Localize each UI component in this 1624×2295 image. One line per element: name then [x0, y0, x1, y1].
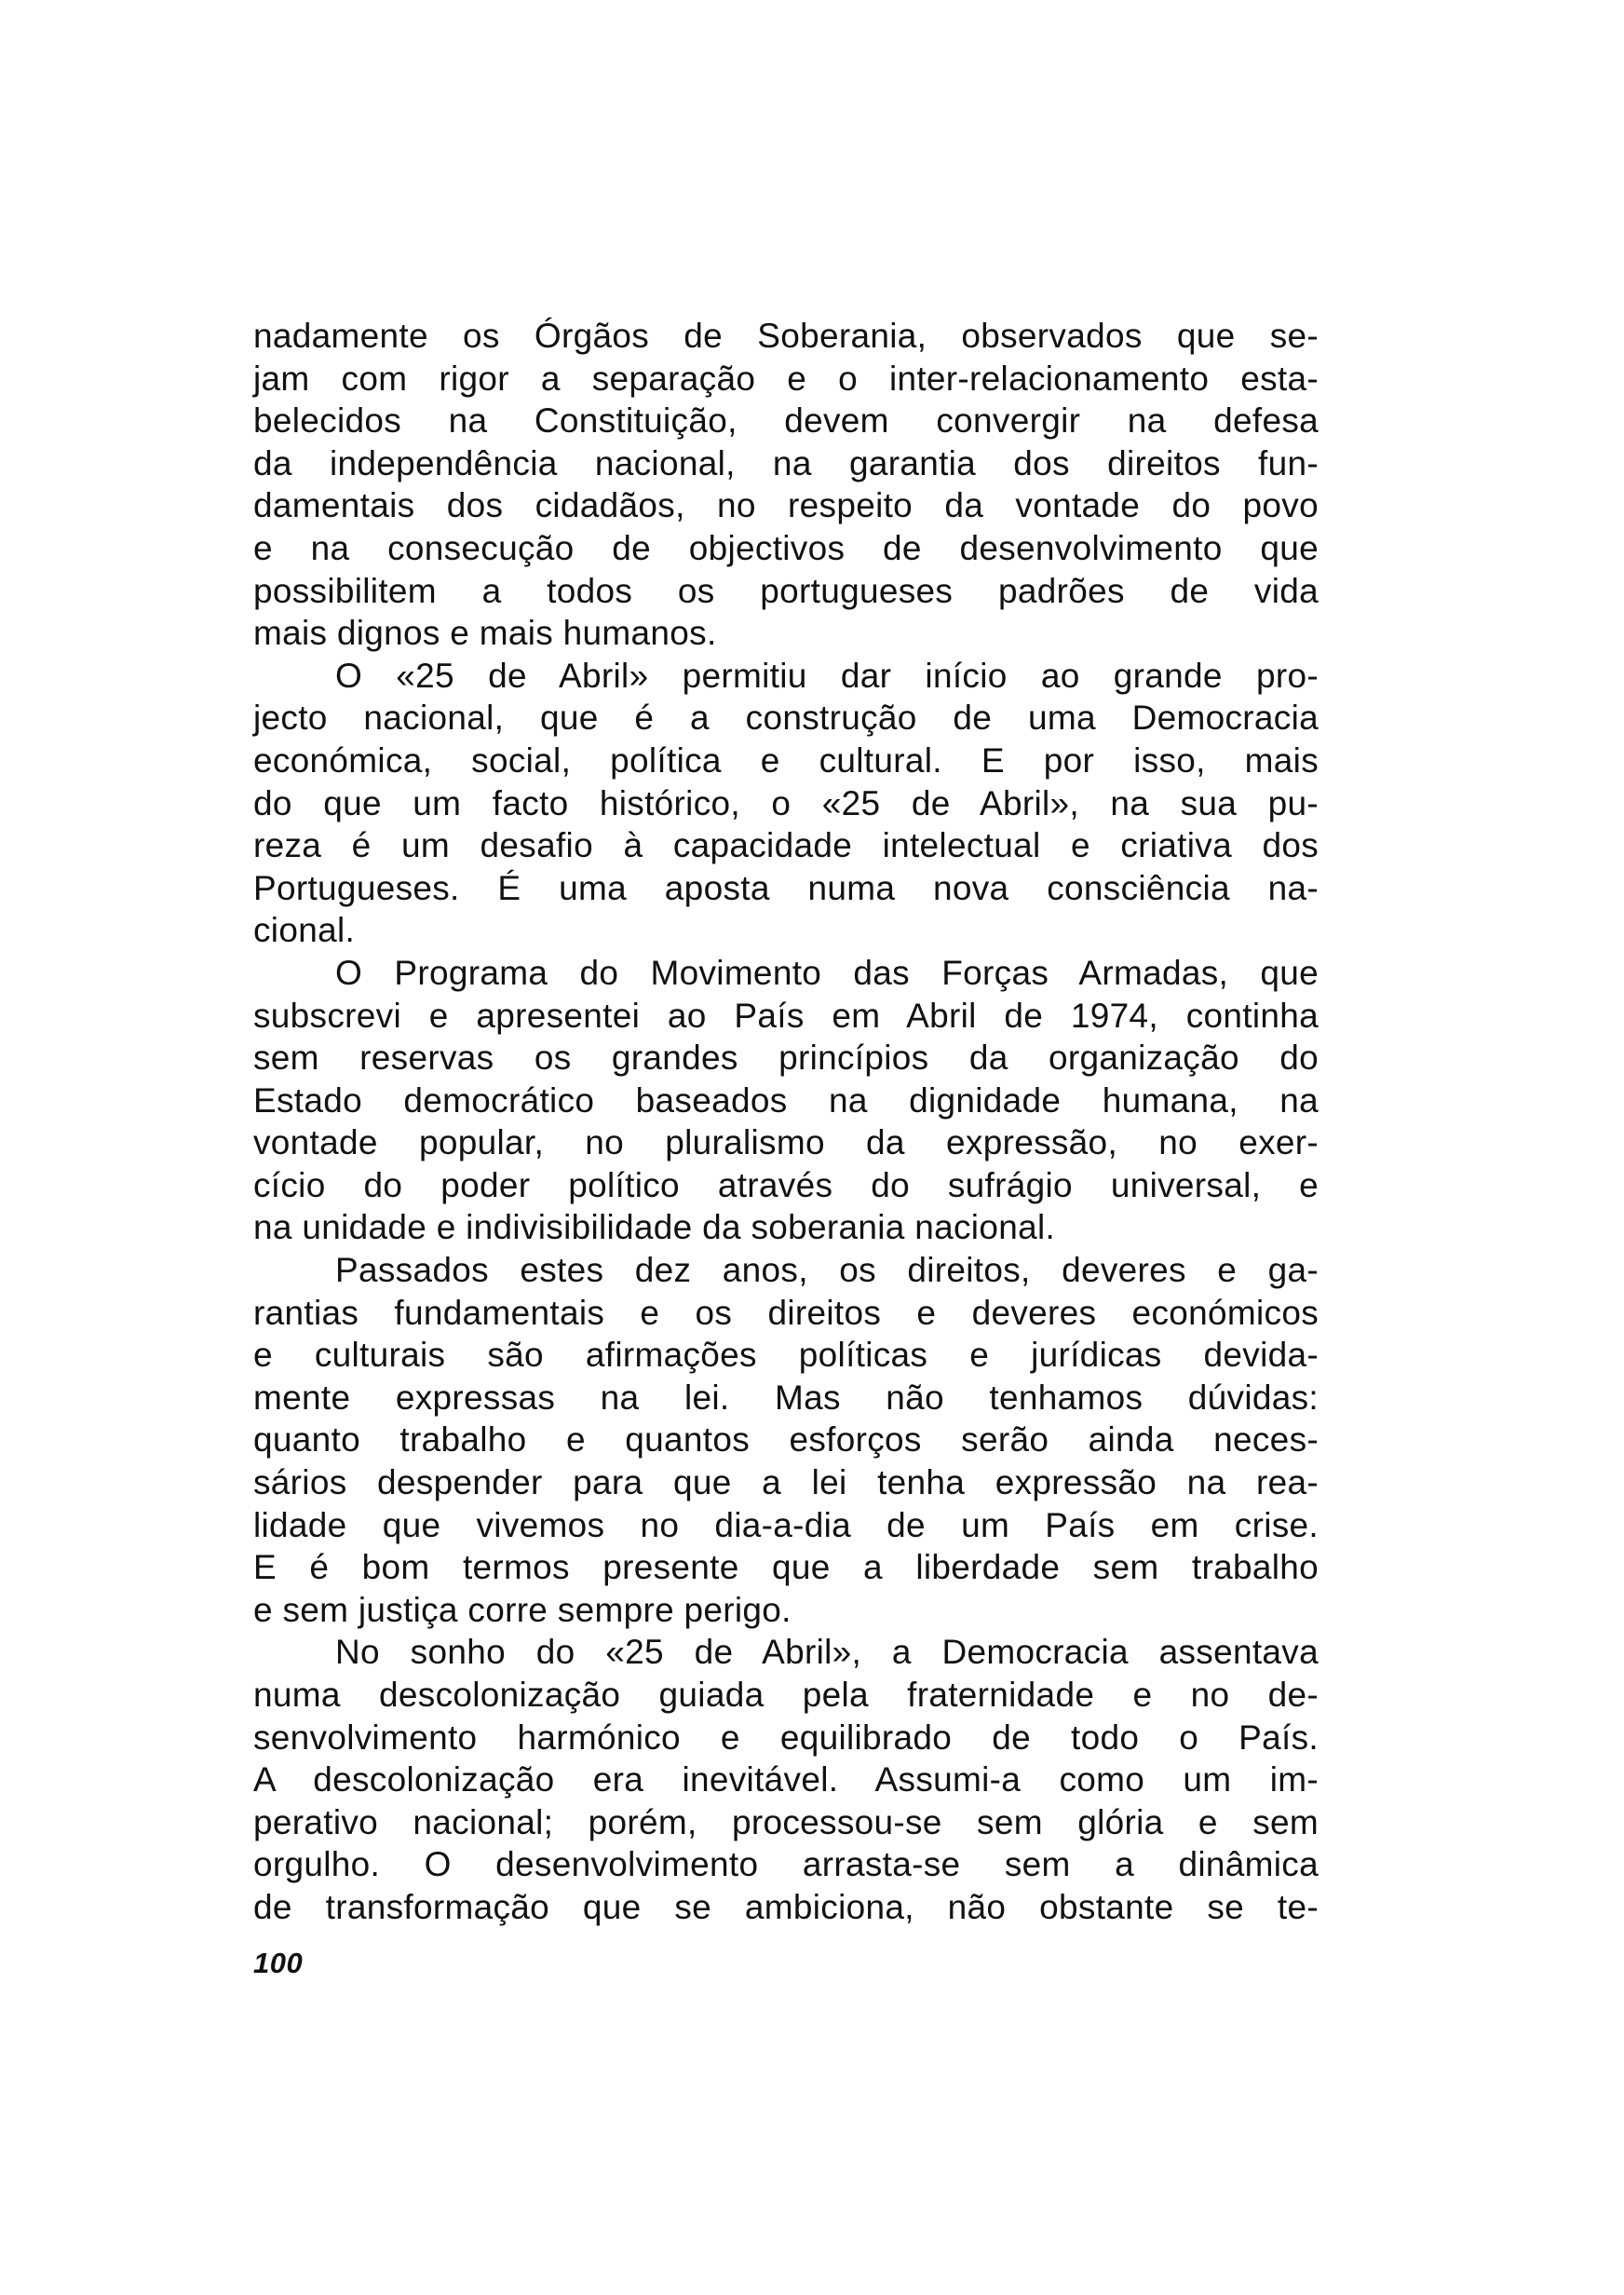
text-line: lidade que vivemos no dia-a-dia de um País em crise.: [253, 1505, 1319, 1544]
text-line: O «25 de Abril» permitiu dar início ao grande pro-: [335, 656, 1319, 695]
text-line: económica, social, política e cultural. E por isso, mais: [253, 740, 1319, 780]
text-line: de transformação que se ambiciona, não obstante se te-: [253, 1887, 1319, 1926]
text-line: cício do poder político através do sufrágio universal, e: [253, 1165, 1319, 1204]
text-line: jam com rigor a separação e o inter-relacionamento esta-: [253, 359, 1319, 398]
text-line: A descolonização era inevitável. Assumi-a como um im-: [253, 1760, 1319, 1799]
text-line: possibilitem a todos os portugueses padrões de vida: [253, 571, 1319, 610]
text-line: do que um facto histórico, o «25 de Abril», na sua pu-: [253, 783, 1319, 822]
text-line: e na consecução de objectivos de desenvolvimento que: [253, 528, 1319, 567]
text-line: cional.: [253, 911, 356, 950]
text-line: nadamente os Órgãos de Soberania, observados que se-: [253, 317, 1319, 355]
paragraph: [253, 952, 1319, 1249]
text-line: damentais dos cidadãos, no respeito da vontade do povo: [253, 486, 1319, 525]
text-line: reza é um desafio à capacidade intelectual e criativa dos: [253, 826, 1319, 865]
text-line: No sonho do «25 de Abril», a Democracia assentava: [335, 1633, 1319, 1672]
text-line: Estado democrático baseados na dignidade humana, na: [253, 1080, 1319, 1120]
text-line: e culturais são afirmações políticas e jurídicas devida-: [253, 1336, 1319, 1375]
paragraph: [253, 1249, 1319, 1631]
text-line: na unidade e indivisibilidade da soberania nacional.: [253, 1208, 1056, 1247]
text-line: belecidos na Constituição, devem convergir na defesa: [253, 401, 1319, 441]
text-line: vontade popular, no pluralismo da expressão, no exer-: [253, 1123, 1319, 1162]
paragraph: [253, 315, 1319, 655]
paragraph: [253, 655, 1319, 952]
text-line: numa descolonização guiada pela fraternidade e no de-: [253, 1676, 1319, 1714]
text-line: E é bom termos presente que a liberdade sem trabalho: [253, 1548, 1319, 1587]
text-line: rantias fundamentais e os direitos e deveres económicos: [253, 1293, 1319, 1332]
text-line: orgulho. O desenvolvimento arrasta-se sem a dinâmica: [253, 1845, 1319, 1884]
text-line: Portugueses. É uma aposta numa nova consciência na-: [253, 868, 1319, 907]
text-line: sem reservas os grandes princípios da organização do: [253, 1039, 1319, 1078]
text-line: jecto nacional, que é a construção de uma Democracia: [253, 699, 1319, 738]
text-line: subscrevi e apresentei ao País em Abril de 1974, continha: [253, 996, 1319, 1035]
text-line: sários despender para que a lei tenha expressão na rea-: [253, 1463, 1319, 1502]
text-line: O Programa do Movimento das Forças Armadas, que: [335, 953, 1319, 992]
text-line: mais dignos e mais humanos.: [253, 614, 717, 653]
text-line: da independência nacional, na garantia dos direitos fun-: [253, 443, 1319, 482]
paragraph: [253, 1631, 1319, 1928]
body-text: [253, 315, 1319, 1929]
text-line: perativo nacional; porém, processou-se sem glória e sem: [253, 1802, 1319, 1841]
text-line: mente expressas na lei. Mas não tenhamos dúvidas:: [253, 1378, 1319, 1417]
text-line: senvolvimento harmónico e equilibrado de todo o País.: [253, 1718, 1319, 1757]
text-line: e sem justiça corre sempre perigo.: [253, 1590, 792, 1629]
page-number: 100: [253, 1947, 304, 1979]
text-line: Passados estes dez anos, os direitos, deveres e ga-: [335, 1251, 1319, 1290]
text-line: quanto trabalho e quantos esforços serão ainda neces-: [253, 1420, 1319, 1460]
